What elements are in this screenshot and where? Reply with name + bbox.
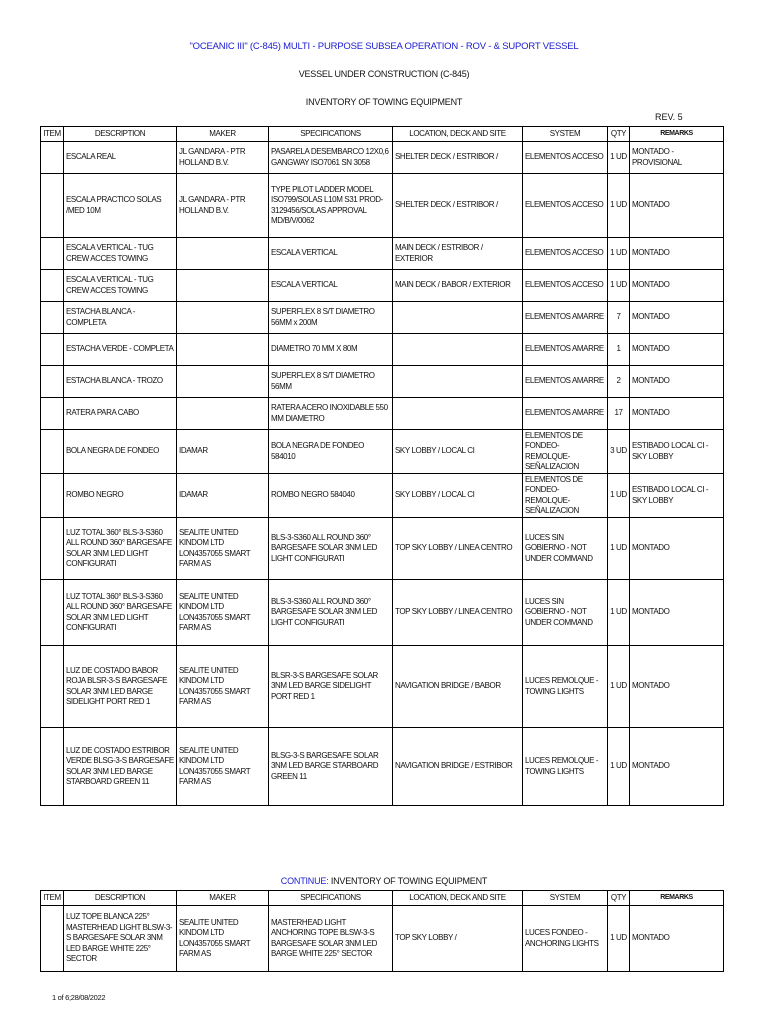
table-row [41, 646, 724, 728]
item-cell [41, 580, 64, 646]
location-cell [393, 398, 523, 430]
column-header-system: SYSTEM [523, 127, 608, 142]
remarks-cell: MONTADO [630, 334, 724, 366]
maker-cell: JL GANDARA - PTR HOLLAND B.V. [177, 174, 269, 238]
specifications-cell: BLS-3-S360 ALL ROUND 360° BARGESAFE SOLAR 3NM LED LIGHT CONFIGURATI [269, 580, 393, 646]
description-cell: ESCALA PRACTICO SOLAS /MED 10M [64, 174, 177, 238]
description-cell: LUZ DE COSTADO BABOR ROJA BLSR-3-S BARGESAFE SOLAR 3NM LED BARGE SIDELIGHT PORT RED 1 [64, 646, 177, 728]
continue-heading [0, 876, 768, 886]
item-cell [41, 366, 64, 398]
table-row [41, 474, 724, 518]
description-cell: BOLA NEGRA DE FONDEO [64, 430, 177, 474]
qty-cell: 3 UD [608, 430, 630, 474]
remarks-cell: MONTADO [630, 302, 724, 334]
specifications-cell: SUPERFLEX 8 S/T DIAMETRO 56MM [269, 366, 393, 398]
column-header-maker: MAKER [177, 127, 269, 142]
system-cell: LUCES SIN GOBIERNO - NOT UNDER COMMAND [523, 518, 608, 580]
description-cell: ROMBO NEGRO [64, 474, 177, 518]
specifications-cell: DIAMETRO 70 MM X 80M [269, 334, 393, 366]
table-row [41, 518, 724, 580]
table-row [41, 238, 724, 270]
revision-label: REV. 5 [655, 112, 683, 122]
item-cell [41, 646, 64, 728]
column-header-specifications: SPECIFICATIONS [269, 127, 393, 142]
system-cell: ELEMENTOS DE FONDEO- REMOLQUE- SEÑALIZACION [523, 474, 608, 518]
description-cell: LUZ DE COSTADO ESTRIBOR VERDE BLSG-3-S BARGESAFE SOLAR 3NM LED BARGE STARBOARD GREEN 11 [64, 728, 177, 806]
table-row [41, 366, 724, 398]
maker-cell: SEALITE UNITED KINDOM LTD LON4357055 SMART FARM AS [177, 580, 269, 646]
specifications-cell: BLSR-3-S BARGESAFE SOLAR 3NM LED BARGE SIDELIGHT PORT RED 1 [269, 646, 393, 728]
system-cell: ELEMENTOS AMARRE [523, 302, 608, 334]
description-cell: LUZ TOTAL 360° BLS-3-S360 ALL ROUND 360° BARGESAFE SOLAR 3NM LED LIGHT CONFIGURATI [64, 580, 177, 646]
column-header-system: SYSTEM [523, 891, 608, 906]
specifications-cell: PASARELA DESEMBARCO 12X0,6 GANGWAY ISO7061 SN 3058 [269, 142, 393, 174]
location-cell: MAIN DECK / BABOR / EXTERIOR [393, 270, 523, 302]
specifications-cell: SUPERFLEX 8 S/T DIAMETRO 56MM x 200M [269, 302, 393, 334]
remarks-cell: MONTADO [630, 518, 724, 580]
inventory-table [40, 126, 724, 806]
description-cell: ESTACHA BLANCA - COMPLETA [64, 302, 177, 334]
remarks-cell: MONTADO - PROVISIONAL [630, 142, 724, 174]
specifications-cell: BOLA NEGRA DE FONDEO 584010 [269, 430, 393, 474]
column-header-remarks: REMARKS [630, 127, 724, 142]
column-header-qty: QTY [608, 127, 630, 142]
remarks-cell: MONTADO [630, 238, 724, 270]
qty-cell: 7 [608, 302, 630, 334]
description-cell: ESCALA VERTICAL - TUG CREW ACCES TOWING [64, 238, 177, 270]
item-cell [41, 334, 64, 366]
continued-table-body [41, 906, 724, 972]
column-header-specifications: SPECIFICATIONS [269, 891, 393, 906]
item-cell [41, 238, 64, 270]
remarks-cell: MONTADO [630, 906, 724, 972]
maker-cell [177, 270, 269, 302]
page-footer: 1 of 6;28/08/2022 [52, 993, 106, 1002]
maker-cell: SEALITE UNITED KINDOM LTD LON4357055 SMART FARM AS [177, 728, 269, 806]
description-cell: RATERA PARA CABO [64, 398, 177, 430]
location-cell: NAVIGATION BRIDGE / ESTRIBOR [393, 728, 523, 806]
qty-cell: 1 UD [608, 646, 630, 728]
inventory-table-body [41, 142, 724, 806]
remarks-cell: MONTADO [630, 366, 724, 398]
column-header-description: DESCRIPTION [64, 891, 177, 906]
system-cell: ELEMENTOS ACCESO [523, 270, 608, 302]
description-cell: ESCALA REAL [64, 142, 177, 174]
location-cell: MAIN DECK / ESTRIBOR / EXTERIOR [393, 238, 523, 270]
document-title: "OCEANIC III" (C-845) MULTI - PURPOSE SUBSEA OPERATION - ROV - & SUPORT VESSEL [189, 41, 579, 52]
maker-cell [177, 366, 269, 398]
specifications-cell: MASTERHEAD LIGHT ANCHORING TOPE BLSW-3-S BARGESAFE SOLAR 3NM LED BARGE WHITE 225° SECTOR [269, 906, 393, 972]
continued-inventory-table [40, 890, 724, 972]
maker-cell: SEALITE UNITED KINDOM LTD LON4357055 SMART FARM AS [177, 906, 269, 972]
table-row [41, 142, 724, 174]
table-header-row [41, 127, 724, 142]
specifications-cell: BLSG-3-S BARGESAFE SOLAR 3NM LED BARGE STARBOARD GREEN 11 [269, 728, 393, 806]
table-row [41, 906, 724, 972]
inventory-title: INVENTORY OF TOWING EQUIPMENT [305, 97, 463, 107]
item-cell [41, 174, 64, 238]
system-cell: LUCES REMOLQUE - TOWING LIGHTS [523, 646, 608, 728]
description-cell: ESTACHA VERDE - COMPLETA [64, 334, 177, 366]
location-cell: TOP SKY LOBBY / LINEA CENTRO [393, 518, 523, 580]
remarks-cell: MONTADO [630, 174, 724, 238]
qty-cell: 1 [608, 334, 630, 366]
specifications-cell: TYPE PILOT LADDER MODEL ISO799/SOLAS L10M S31 PROD-3129456/SOLAS APPROVAL MD/B/V/0062 [269, 174, 393, 238]
specifications-cell: ESCALA VERTICAL [269, 270, 393, 302]
specifications-cell: ROMBO NEGRO 584040 [269, 474, 393, 518]
continue-title: INVENTORY OF TOWING EQUIPMENT [330, 876, 488, 886]
qty-cell: 1 UD [608, 238, 630, 270]
maker-cell: IDAMAR [177, 474, 269, 518]
system-cell: ELEMENTOS ACCESO [523, 238, 608, 270]
remarks-cell: MONTADO [630, 646, 724, 728]
location-cell: SKY LOBBY / LOCAL CI [393, 430, 523, 474]
item-cell [41, 728, 64, 806]
table-row [41, 334, 724, 366]
maker-cell: SEALITE UNITED KINDOM LTD LON4357055 SMART FARM AS [177, 518, 269, 580]
location-cell: TOP SKY LOBBY / [393, 906, 523, 972]
maker-cell [177, 238, 269, 270]
location-cell: SHELTER DECK / ESTRIBOR / [393, 174, 523, 238]
table-row [41, 302, 724, 334]
column-header-item: ITEM [41, 891, 64, 906]
table-row [41, 398, 724, 430]
specifications-cell: RATERA ACERO INOXIDABLE 550 MM DIAMETRO [269, 398, 393, 430]
remarks-cell: MONTADO [630, 580, 724, 646]
qty-cell: 1 UD [608, 906, 630, 972]
location-cell [393, 302, 523, 334]
system-cell: ELEMENTOS AMARRE [523, 366, 608, 398]
qty-cell: 1 UD [608, 474, 630, 518]
column-header-maker: MAKER [177, 891, 269, 906]
maker-cell [177, 334, 269, 366]
qty-cell: 1 UD [608, 580, 630, 646]
system-cell: ELEMENTOS DE FONDEO- REMOLQUE- SEÑALIZACION [523, 430, 608, 474]
maker-cell: IDAMAR [177, 430, 269, 474]
maker-cell: SEALITE UNITED KINDOM LTD LON4357055 SMART FARM AS [177, 646, 269, 728]
remarks-cell: MONTADO [630, 728, 724, 806]
qty-cell: 1 UD [608, 728, 630, 806]
system-cell: LUCES REMOLQUE - TOWING LIGHTS [523, 728, 608, 806]
location-cell: NAVIGATION BRIDGE / BABOR [393, 646, 523, 728]
specifications-cell: BLS-3-S360 ALL ROUND 360° BARGESAFE SOLAR 3NM LED LIGHT CONFIGURATI [269, 518, 393, 580]
document-subtitle: VESSEL UNDER CONSTRUCTION (C-845) [298, 69, 470, 79]
table-row [41, 430, 724, 474]
qty-cell: 1 UD [608, 142, 630, 174]
qty-cell: 2 [608, 366, 630, 398]
location-cell [393, 366, 523, 398]
item-cell [41, 270, 64, 302]
item-cell [41, 518, 64, 580]
maker-cell: JL GANDARA - PTR HOLLAND B.V. [177, 142, 269, 174]
column-header-qty: QTY [608, 891, 630, 906]
system-cell: ELEMENTOS AMARRE [523, 398, 608, 430]
column-header-location: LOCATION, DECK AND SITE [393, 127, 523, 142]
qty-cell: 1 UD [608, 270, 630, 302]
continue-label: CONTINUE: [280, 876, 329, 886]
system-cell: LUCES SIN GOBIERNO - NOT UNDER COMMAND [523, 580, 608, 646]
item-cell [41, 142, 64, 174]
item-cell [41, 430, 64, 474]
location-cell: TOP SKY LOBBY / LINEA CENTRO [393, 580, 523, 646]
maker-cell [177, 398, 269, 430]
system-cell: ELEMENTOS ACCESO [523, 174, 608, 238]
item-cell [41, 398, 64, 430]
item-cell [41, 302, 64, 334]
item-cell [41, 906, 64, 972]
location-cell: SHELTER DECK / ESTRIBOR / [393, 142, 523, 174]
remarks-cell: MONTADO [630, 270, 724, 302]
column-header-location: LOCATION, DECK AND SITE [393, 891, 523, 906]
remarks-cell: ESTIBADO LOCAL CI - SKY LOBBY [630, 474, 724, 518]
table-row [41, 174, 724, 238]
item-cell [41, 474, 64, 518]
system-cell: LUCES FONDEO - ANCHORING LIGHTS [523, 906, 608, 972]
description-cell: ESCALA VERTICAL - TUG CREW ACCES TOWING [64, 270, 177, 302]
remarks-cell: ESTIBADO LOCAL CI - SKY LOBBY [630, 430, 724, 474]
system-cell: ELEMENTOS ACCESO [523, 142, 608, 174]
qty-cell: 1 UD [608, 518, 630, 580]
table-header-row [41, 891, 724, 906]
table-row [41, 580, 724, 646]
system-cell: ELEMENTOS AMARRE [523, 334, 608, 366]
description-cell: LUZ TOPE BLANCA 225° MASTERHEAD LIGHT BLSW-3-S BARGESAFE SOLAR 3NM LED BARGE WHITE 225° SECTOR [64, 906, 177, 972]
table-row [41, 728, 724, 806]
column-header-description: DESCRIPTION [64, 127, 177, 142]
maker-cell [177, 302, 269, 334]
qty-cell: 17 [608, 398, 630, 430]
specifications-cell: ESCALA VERTICAL [269, 238, 393, 270]
description-cell: ESTACHA BLANCA - TROZO [64, 366, 177, 398]
qty-cell: 1 UD [608, 174, 630, 238]
table-row [41, 270, 724, 302]
remarks-cell: MONTADO [630, 398, 724, 430]
column-header-item: ITEM [41, 127, 64, 142]
column-header-remarks: REMARKS [630, 891, 724, 906]
location-cell: SKY LOBBY / LOCAL CI [393, 474, 523, 518]
description-cell: LUZ TOTAL 360° BLS-3-S360 ALL ROUND 360° BARGESAFE SOLAR 3NM LED LIGHT CONFIGURATI [64, 518, 177, 580]
location-cell [393, 334, 523, 366]
